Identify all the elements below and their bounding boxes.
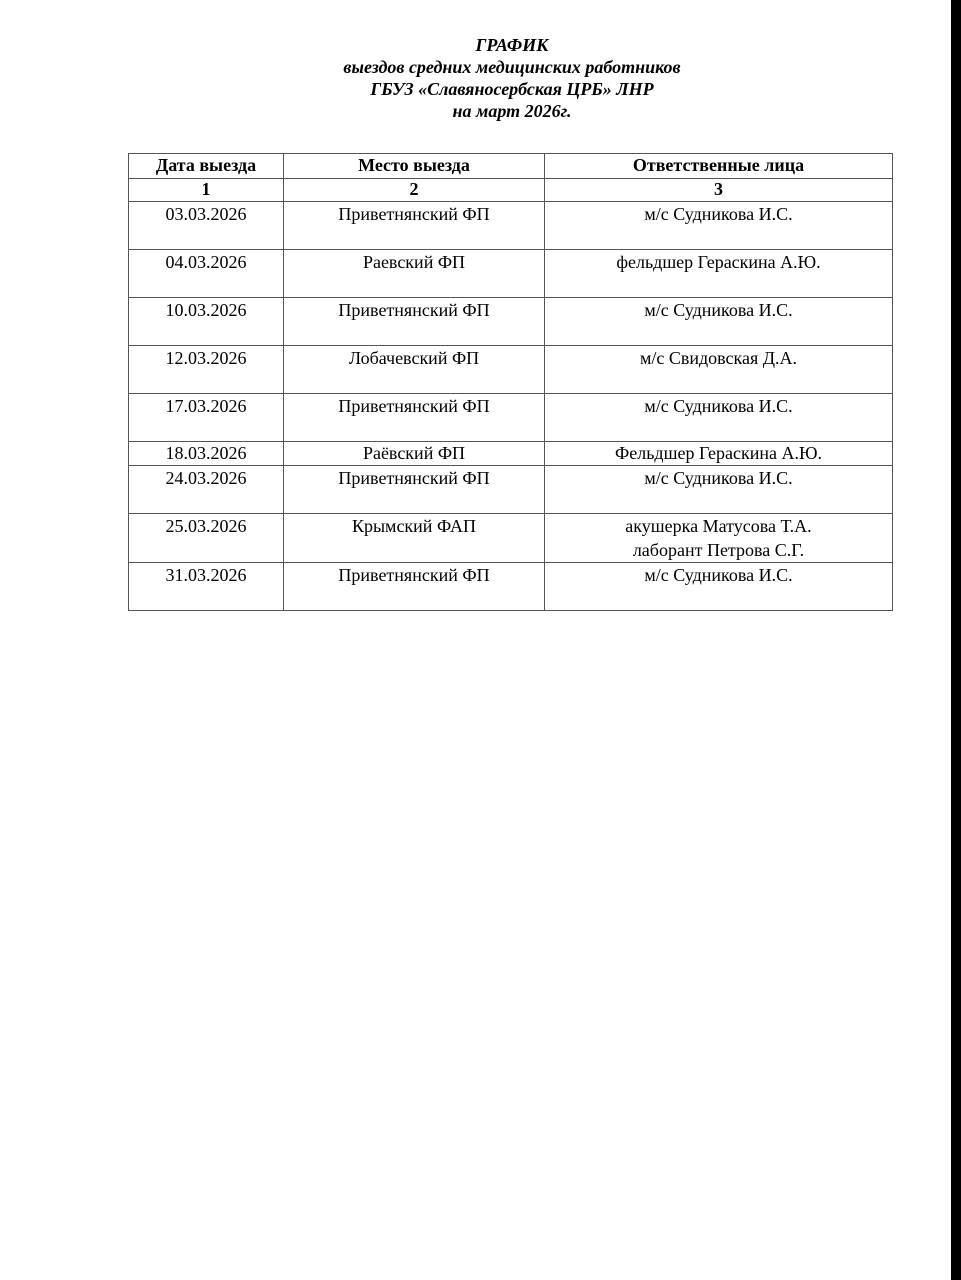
title-line-2: выездов средних медицинских работников xyxy=(343,57,681,77)
table-row xyxy=(129,346,893,394)
header-place: Место выезда xyxy=(284,154,545,179)
person-name: акушерка Матусова Т.А. xyxy=(625,516,812,536)
persons-cell xyxy=(545,466,893,514)
table-row xyxy=(129,250,893,298)
persons-cell xyxy=(545,442,893,466)
person-name: лаборант Петрова С.Г. xyxy=(632,540,805,560)
persons-cell xyxy=(545,514,893,563)
place-cell: Раевский ФП xyxy=(284,250,545,298)
persons-cell xyxy=(545,298,893,346)
date-cell: 17.03.2026 xyxy=(129,394,284,442)
title-line-3: ГБУЗ «Славяносербская ЦРБ» ЛНР xyxy=(370,79,654,99)
title-line-1: ГРАФИК xyxy=(475,35,549,55)
column-number-row xyxy=(129,179,893,202)
place-cell: Крымский ФАП xyxy=(284,514,545,563)
header-date: Дата выезда xyxy=(129,154,284,179)
persons-cell xyxy=(545,394,893,442)
date-cell: 10.03.2026 xyxy=(129,298,284,346)
place-cell: Приветнянский ФП xyxy=(284,298,545,346)
date-cell: 18.03.2026 xyxy=(129,442,284,466)
persons-cell xyxy=(545,202,893,250)
column-number-3: 3 xyxy=(545,179,893,202)
table-row xyxy=(129,298,893,346)
person-name: м/с Судникова И.С. xyxy=(644,300,793,320)
column-number-1: 1 xyxy=(129,179,284,202)
header-persons: Ответственные лица xyxy=(545,154,893,179)
person-name: м/с Свидовская Д.А. xyxy=(639,348,798,368)
table-row xyxy=(129,202,893,250)
persons-cell xyxy=(545,563,893,611)
table-row xyxy=(129,514,893,563)
table-row xyxy=(129,563,893,611)
persons-cell xyxy=(545,250,893,298)
title-line-4: на март 2026г. xyxy=(452,101,572,121)
place-cell: Приветнянский ФП xyxy=(284,394,545,442)
date-cell: 24.03.2026 xyxy=(129,466,284,514)
place-cell: Лобачевский ФП xyxy=(284,346,545,394)
place-cell: Приветнянский ФП xyxy=(284,563,545,611)
date-cell: 04.03.2026 xyxy=(129,250,284,298)
person-name: м/с Судникова И.С. xyxy=(644,396,793,416)
place-cell: Раёвский ФП xyxy=(284,442,545,466)
person-name: фельдшер Гераскина А.Ю. xyxy=(616,252,821,272)
date-cell: 31.03.2026 xyxy=(129,563,284,611)
date-cell: 03.03.2026 xyxy=(129,202,284,250)
person-name: Фельдшер Гераскина А.Ю. xyxy=(615,443,822,463)
place-cell: Приветнянский ФП xyxy=(284,466,545,514)
table-row xyxy=(129,466,893,514)
document-title xyxy=(0,34,961,122)
column-number-2: 2 xyxy=(284,179,545,202)
date-cell: 25.03.2026 xyxy=(129,514,284,563)
schedule-table xyxy=(128,153,893,611)
person-name: м/с Судникова И.С. xyxy=(644,565,793,585)
persons-cell xyxy=(545,346,893,394)
header-row xyxy=(129,154,893,179)
table-row xyxy=(129,442,893,466)
date-cell: 12.03.2026 xyxy=(129,346,284,394)
table-row xyxy=(129,394,893,442)
place-cell: Приветнянский ФП xyxy=(284,202,545,250)
person-name: м/с Судникова И.С. xyxy=(644,204,793,224)
person-name: м/с Судникова И.С. xyxy=(644,468,793,488)
